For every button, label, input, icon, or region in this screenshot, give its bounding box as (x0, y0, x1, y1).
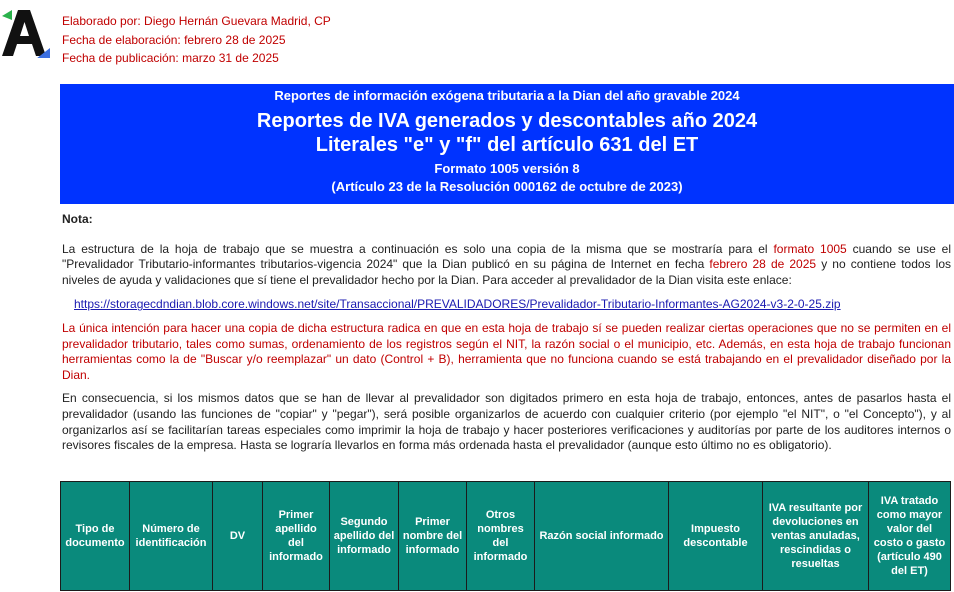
note-paragraph-1 (62, 242, 951, 313)
col-header: Tipo de documento (61, 482, 130, 591)
prevalidator-link[interactable]: https://storagecdndian.blob.core.windows.net/site/Transaccional/PREVALIDADORES/Prevalidador-Tributario-Informantes-AG2024-v3-2-0-25.zip (74, 297, 841, 312)
note-paragraph-2: La única intención para hacer una copia de dicha estructura radica en que en esta hoja de trabajo sí se pueden realizar ciertas operaciones que no se permiten en el prevalidador tributario, tales como sumas, ordenamiento de los registros según el NIT, la razón social o el municipio, etc. Además, en esta hoja de trabajo funcionan herramientas como la de "Buscar y/o reemplazar" un dato (Control + B), herramienta que no funciona cuando se está trabajando en el prevalidador diseñado por la Dian. (62, 320, 951, 382)
col-header: Razón social informado (535, 482, 669, 591)
col-header: Impuesto descontable (669, 482, 763, 591)
note-text: La estructura de la hoja de trabajo que se muestra a continuación es solo una copia de la misma que se mostraría para el (62, 241, 774, 256)
banner-subtitle: Reportes de información exógena tributaria a la Dian del año gravable 2024 (274, 88, 740, 103)
published-date: Fecha de publicación: marzo 31 de 2025 (62, 51, 279, 65)
note-section (62, 212, 951, 462)
col-header: Segundo apellido del informado (330, 482, 399, 591)
note-paragraph-3: En consecuencia, si los mismos datos que se han de llevar al prevalidador son digitados primero en esta hoja de trabajo, entonces, antes de pasarlos hasta el prevalidador (usando las funciones de "copiar" y "pegar"), será posible organizarlos de acuerdo con cualquier criterio (por ejemplo "el NIT", o "el Concepto"), y al organizarlos así se facilitarían tareas especiales como imprimir la hoja de trabajo y hacer posteriores verificaciones y auditorías por parte de los auditores internos o revisores fiscales de la empresa. Hasta se lograría llevarlos en forma más ordenada hasta el prevalidador (aunque esto último no es obligatorio). (62, 391, 951, 453)
note-text: y no contiene todos los niveles de ayuda y validaciones que sí tiene el prevalidador hecho por la Dian. Para acceder al prevalidador de la Dian visita este enlace: (62, 257, 952, 287)
col-header: Primer nombre del informado (399, 482, 467, 591)
col-header: Número de identificación (130, 482, 213, 591)
data-table (60, 481, 951, 591)
col-header: IVA tratado como mayor valor del costo o gasto (artículo 490 del ET) (869, 482, 951, 591)
title-banner (60, 84, 954, 204)
date-highlight: febrero 28 de 2025 (709, 257, 817, 272)
banner-title-2: Literales "e" y "f" del artículo 631 del ET (315, 134, 699, 156)
logo-icon (2, 6, 50, 58)
banner-title: Reportes de IVA generados y descontables año 2024 (256, 110, 758, 132)
document-meta (62, 12, 331, 68)
note-text: cuando se use el "Prevalidador Tributario-informantes tributarios-vigencia 2024" que la Dian publicó en su página de Internet en fecha (62, 241, 951, 272)
col-header: DV (213, 482, 263, 591)
header-row (61, 482, 951, 591)
col-header: Primer apellido del informado (263, 482, 330, 591)
col-header: IVA resultante por devoluciones en ventas anuladas, rescindidas o resueltas (763, 482, 869, 591)
banner-format: Formato 1005 versión 8 (434, 161, 580, 176)
note-label: Nota: (62, 212, 93, 226)
author-line: Elaborado por: Diego Hernán Guevara Madrid, CP (62, 14, 331, 28)
created-date: Fecha de elaboración: febrero 28 de 2025 (62, 32, 286, 47)
format-highlight: formato 1005 (773, 241, 847, 256)
col-header: Otros nombres del informado (467, 482, 535, 591)
banner-resolution: (Artículo 23 de la Resolución 000162 de octubre de 2023) (331, 179, 683, 194)
